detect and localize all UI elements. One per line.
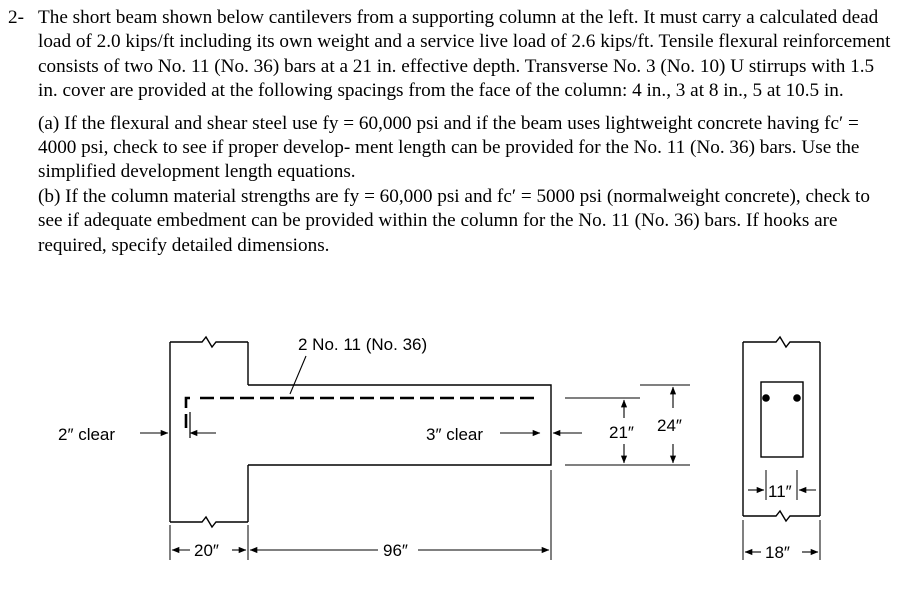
section-bar-right xyxy=(793,394,801,402)
right-clear-label: 3″ clear xyxy=(426,425,484,444)
column-width-ext xyxy=(170,470,551,560)
section-width-label: 18″ xyxy=(765,543,790,562)
bar-label-leader xyxy=(290,356,306,394)
part-b: (b) If the column material strengths are fy = 60,000 psi and fc′ = 5000 psi (normalweight concrete), check to see if adequate embedment can be provided within the column for the No. 11 (No. 36) bars. If hooks are required, specify detailed dimensions. xyxy=(38,185,870,256)
section-break-bottom xyxy=(743,511,820,521)
left-clear-label: 2″ clear xyxy=(58,425,116,444)
column-outline xyxy=(170,342,248,522)
depth-total-label: 24″ xyxy=(657,416,682,435)
bar-label: 2 No. 11 (No. 36) xyxy=(298,335,428,354)
problem-number: 2- xyxy=(8,7,24,28)
column-width-label: 20″ xyxy=(194,541,219,560)
beam-length-label: 96″ xyxy=(383,541,408,560)
bar-spacing-label: 11″ xyxy=(768,482,792,501)
depth-effective-label: 21″ xyxy=(609,423,634,442)
column-break-bottom xyxy=(170,517,248,527)
flexural-bar xyxy=(186,398,540,428)
column-break-top xyxy=(170,337,248,347)
section-bar-left xyxy=(762,394,770,402)
section-break-top xyxy=(743,337,820,347)
section-stirrup xyxy=(761,382,803,457)
part-a: (a) If the flexural and shear steel use fy = 60,000 psi and if the beam uses lightweight concrete having fc′ = 4000 psi, check to see if proper develop- ment length can be provided for the No. 11 (No. 36) bars. Use the simplified development length equations. xyxy=(38,112,860,183)
problem-statement: The short beam shown below cantilevers from a supporting column at the left. It must carry a calculated dead load of 2.0 kips/ft including its own weight and a service live load of 2.6 kips/ft. Tensile flexural reinforcement consists of two No. 11 (No. 36) bars at a 21 in. effective depth. Transverse No. 3 (No. 10) U stirrups with 1.5 in. cover are provided at the following spacings from the face of the column: 4 in., 3 at 8 in., 5 at 10.5 in. xyxy=(38,7,891,102)
